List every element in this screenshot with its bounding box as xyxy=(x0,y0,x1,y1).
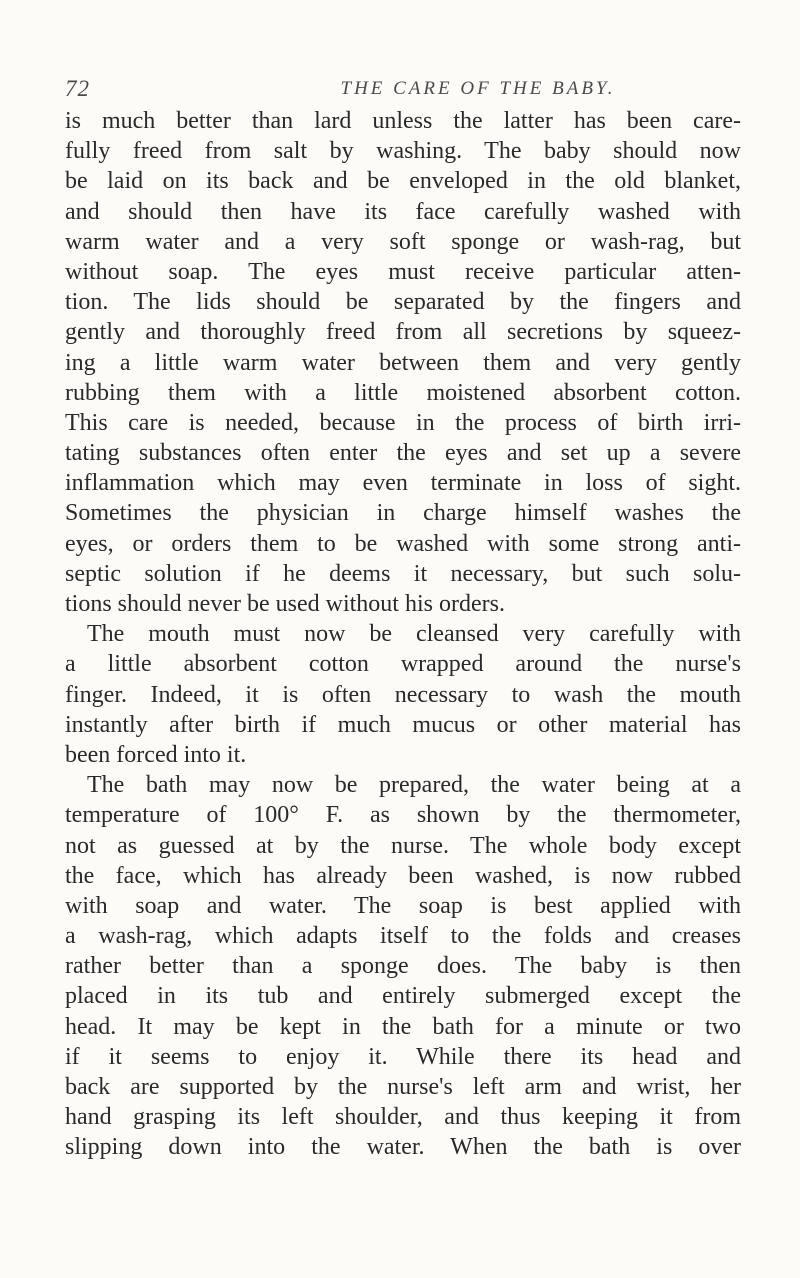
text-line: warm water and a very soft sponge or wash-rag, but xyxy=(65,228,741,255)
text-line: eyes, or orders them to be washed with some strong anti- xyxy=(65,530,741,557)
book-title: THE CARE OF THE BABY. xyxy=(340,78,616,99)
text-line: with soap and water. The soap is best applied with xyxy=(65,892,741,919)
text-line: tion. The lids should be separated by the fingers and xyxy=(65,289,741,316)
text-line: fully freed from salt by washing. The baby should now xyxy=(65,138,741,165)
text-line: been forced into it. xyxy=(65,741,247,768)
text-line: without soap. The eyes must receive particular atten- xyxy=(65,258,741,285)
text-line: temperature of 100° F. as shown by the thermometer, xyxy=(65,802,741,829)
text-line: and should then have its face carefully washed with xyxy=(65,198,741,225)
text-line: a wash-rag, which adapts itself to the folds and creases xyxy=(65,923,741,950)
body-text xyxy=(65,106,741,1163)
text-line: tions should never be used without his orders. xyxy=(65,591,505,617)
text-line: This care is needed, because in the process of birth irri- xyxy=(65,409,741,436)
text-line: inflammation which may even terminate in loss of sight. xyxy=(65,470,741,497)
text-line: head. It may be kept in the bath for a minute or two xyxy=(65,1013,741,1040)
text-line: rather better than a sponge does. The baby is then xyxy=(65,953,741,980)
text-line: septic solution if he deems it necessary, but such solu- xyxy=(65,560,741,587)
text-line: a little absorbent cotton wrapped around the nurse's xyxy=(65,651,741,678)
running-head xyxy=(65,76,741,106)
text-line: hand grasping its left shoulder, and thus keeping it from xyxy=(65,1104,741,1131)
text-line: tating substances often enter the eyes and set up a severe xyxy=(65,440,741,467)
text-line: be laid on its back and be enveloped in the old blanket, xyxy=(65,168,741,195)
text-line: ing a little warm water between them and very gently xyxy=(65,349,741,376)
text-line: gently and thoroughly freed from all secretions by squeez- xyxy=(65,319,741,346)
text-line: finger. Indeed, it is often necessary to wash the mouth xyxy=(65,681,741,708)
text-line: rubbing them with a little moistened absorbent cotton. xyxy=(65,379,741,406)
text-line: The bath may now be prepared, the water being at a xyxy=(87,772,741,799)
text-line: if it seems to enjoy it. While there its head and xyxy=(65,1043,741,1070)
text-line: is much better than lard unless the latter has been care- xyxy=(65,108,741,134)
text-line: slipping down into the water. When the bath is over xyxy=(65,1134,741,1161)
text-line: back are supported by the nurse's left arm and wrist, her xyxy=(65,1074,741,1100)
text-line: the face, which has already been washed, is now rubbed xyxy=(65,862,741,889)
text-line: placed in its tub and entirely submerged except the xyxy=(65,983,741,1010)
text-line: The mouth must now be cleansed very carefully with xyxy=(87,621,741,648)
text-line: Sometimes the physician in charge himself washes the xyxy=(65,500,741,527)
text-line: not as guessed at by the nurse. The whole body except xyxy=(65,832,741,859)
page-number: 72 xyxy=(65,76,90,101)
text-line: instantly after birth if much mucus or other material has xyxy=(65,711,741,738)
